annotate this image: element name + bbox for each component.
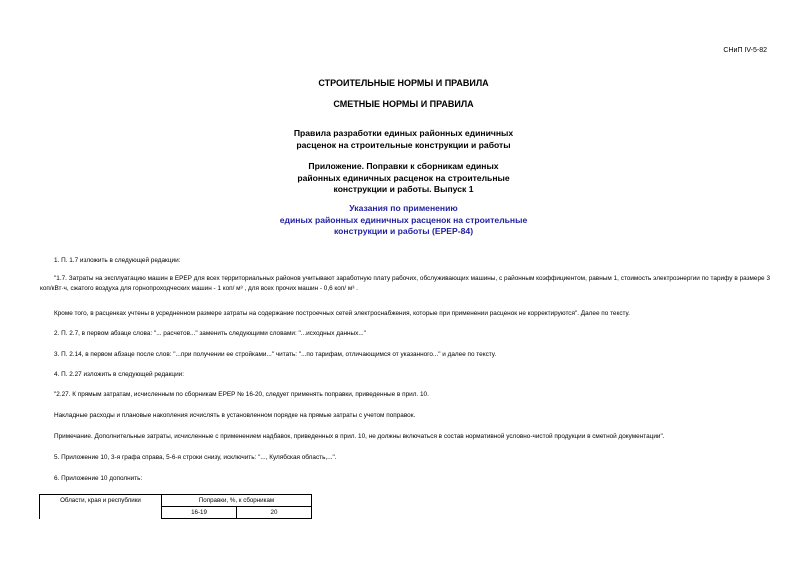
corrections-table [39, 494, 772, 519]
paragraph: 4. П. 2.27 изложить в следующей редакции: [54, 371, 184, 378]
paragraph: 1. П. 1.7 изложить в следующей редакции: [54, 257, 181, 264]
appendix-title [0, 161, 807, 196]
document-title [0, 128, 807, 151]
collection-column-header: 20 [237, 507, 312, 519]
section-title-line: конструкции и работы (ЕРЕР-84) [333, 226, 474, 236]
appendix-title-line: районных единичных расценок на строительные [297, 172, 510, 183]
collection-column-header: 16-19 [162, 507, 237, 519]
paragraph: "2.27. К прямым затратам, исчисленным по сборникам ЕРЕР № 16-20, следует применять поправки, приведенные в прил. 10. [54, 391, 429, 398]
region-column-header: Области, края и республики [40, 495, 162, 519]
paragraph: 3. П. 2.14, в первом абзаце после слов: "...при получении ее стройками..." читать: "...по тарифам, отличающимся от указанного..." и далее по тексту. [54, 351, 497, 358]
document-title-line: Правила разработки единых районных единичных [293, 128, 514, 138]
appendix-title-line: Приложение. Поправки к сборникам единых [308, 161, 499, 171]
document-code: СНиП IV-5-82 [723, 47, 767, 54]
table-blank-area [312, 495, 773, 519]
section-title [0, 203, 807, 238]
paragraph: Накладные расходы и плановые накопления исчислять в установленном порядке на прямые затраты с учетом поправок. [54, 412, 416, 419]
paragraph: 6. Приложение 10 дополнить: [54, 475, 143, 482]
main-heading: СТРОИТЕЛЬНЫЕ НОРМЫ И ПРАВИЛА [318, 78, 489, 88]
paragraph: Примечание. Дополнительные затраты, исчисленные с применением надбавок, приведенных в прил. 10, не должны включаться в состав нормативной условно-чистой продукции в сметной документации". [54, 433, 665, 440]
document-title-line: расценок на строительные конструкции и работы [296, 139, 511, 150]
section-title-line: Указания по применению [349, 203, 458, 213]
sub-heading: СМЕТНЫЕ НОРМЫ И ПРАВИЛА [333, 99, 474, 109]
appendix-title-line: конструкции и работы. Выпуск 1 [333, 184, 474, 194]
table-header-row [40, 495, 773, 507]
section-title-line: единых районных единичных расценок на строительные [279, 214, 528, 225]
corrections-column-header: Поправки, %, к сборникам [162, 495, 312, 507]
paragraph: Кроме того, в расценках учтены в усредненном размере затраты на содержание построечных сетей электроснабжения, которые при применении расценок не корректируются". Далее по тексту. [54, 310, 630, 317]
paragraph: 5. Приложение 10, 3-я графа справа, 5-6-я строки снизу, исключить: "..., Кулябская область,...". [54, 454, 337, 461]
paragraph: 2. П. 2.7, в первом абзаце слова: "... расчетов..." заменить следующими словами: "...исходных данных..." [54, 330, 366, 337]
paragraph: "1.7. Затраты на эксплуатацию машин в ЕРЕР для всех территориальных районов учитывают заработную плату рабочих, обслуживающих машины, с районным коэффициентом, равным 1, стоимость электроэнергии по тарифу в размере 3 коп/кВт·ч, сжатого воздуха для горнопроходческих машин - 1 коп/ м³ , для всех прочих машин - 0,6 коп/ м³ . [40, 275, 770, 292]
